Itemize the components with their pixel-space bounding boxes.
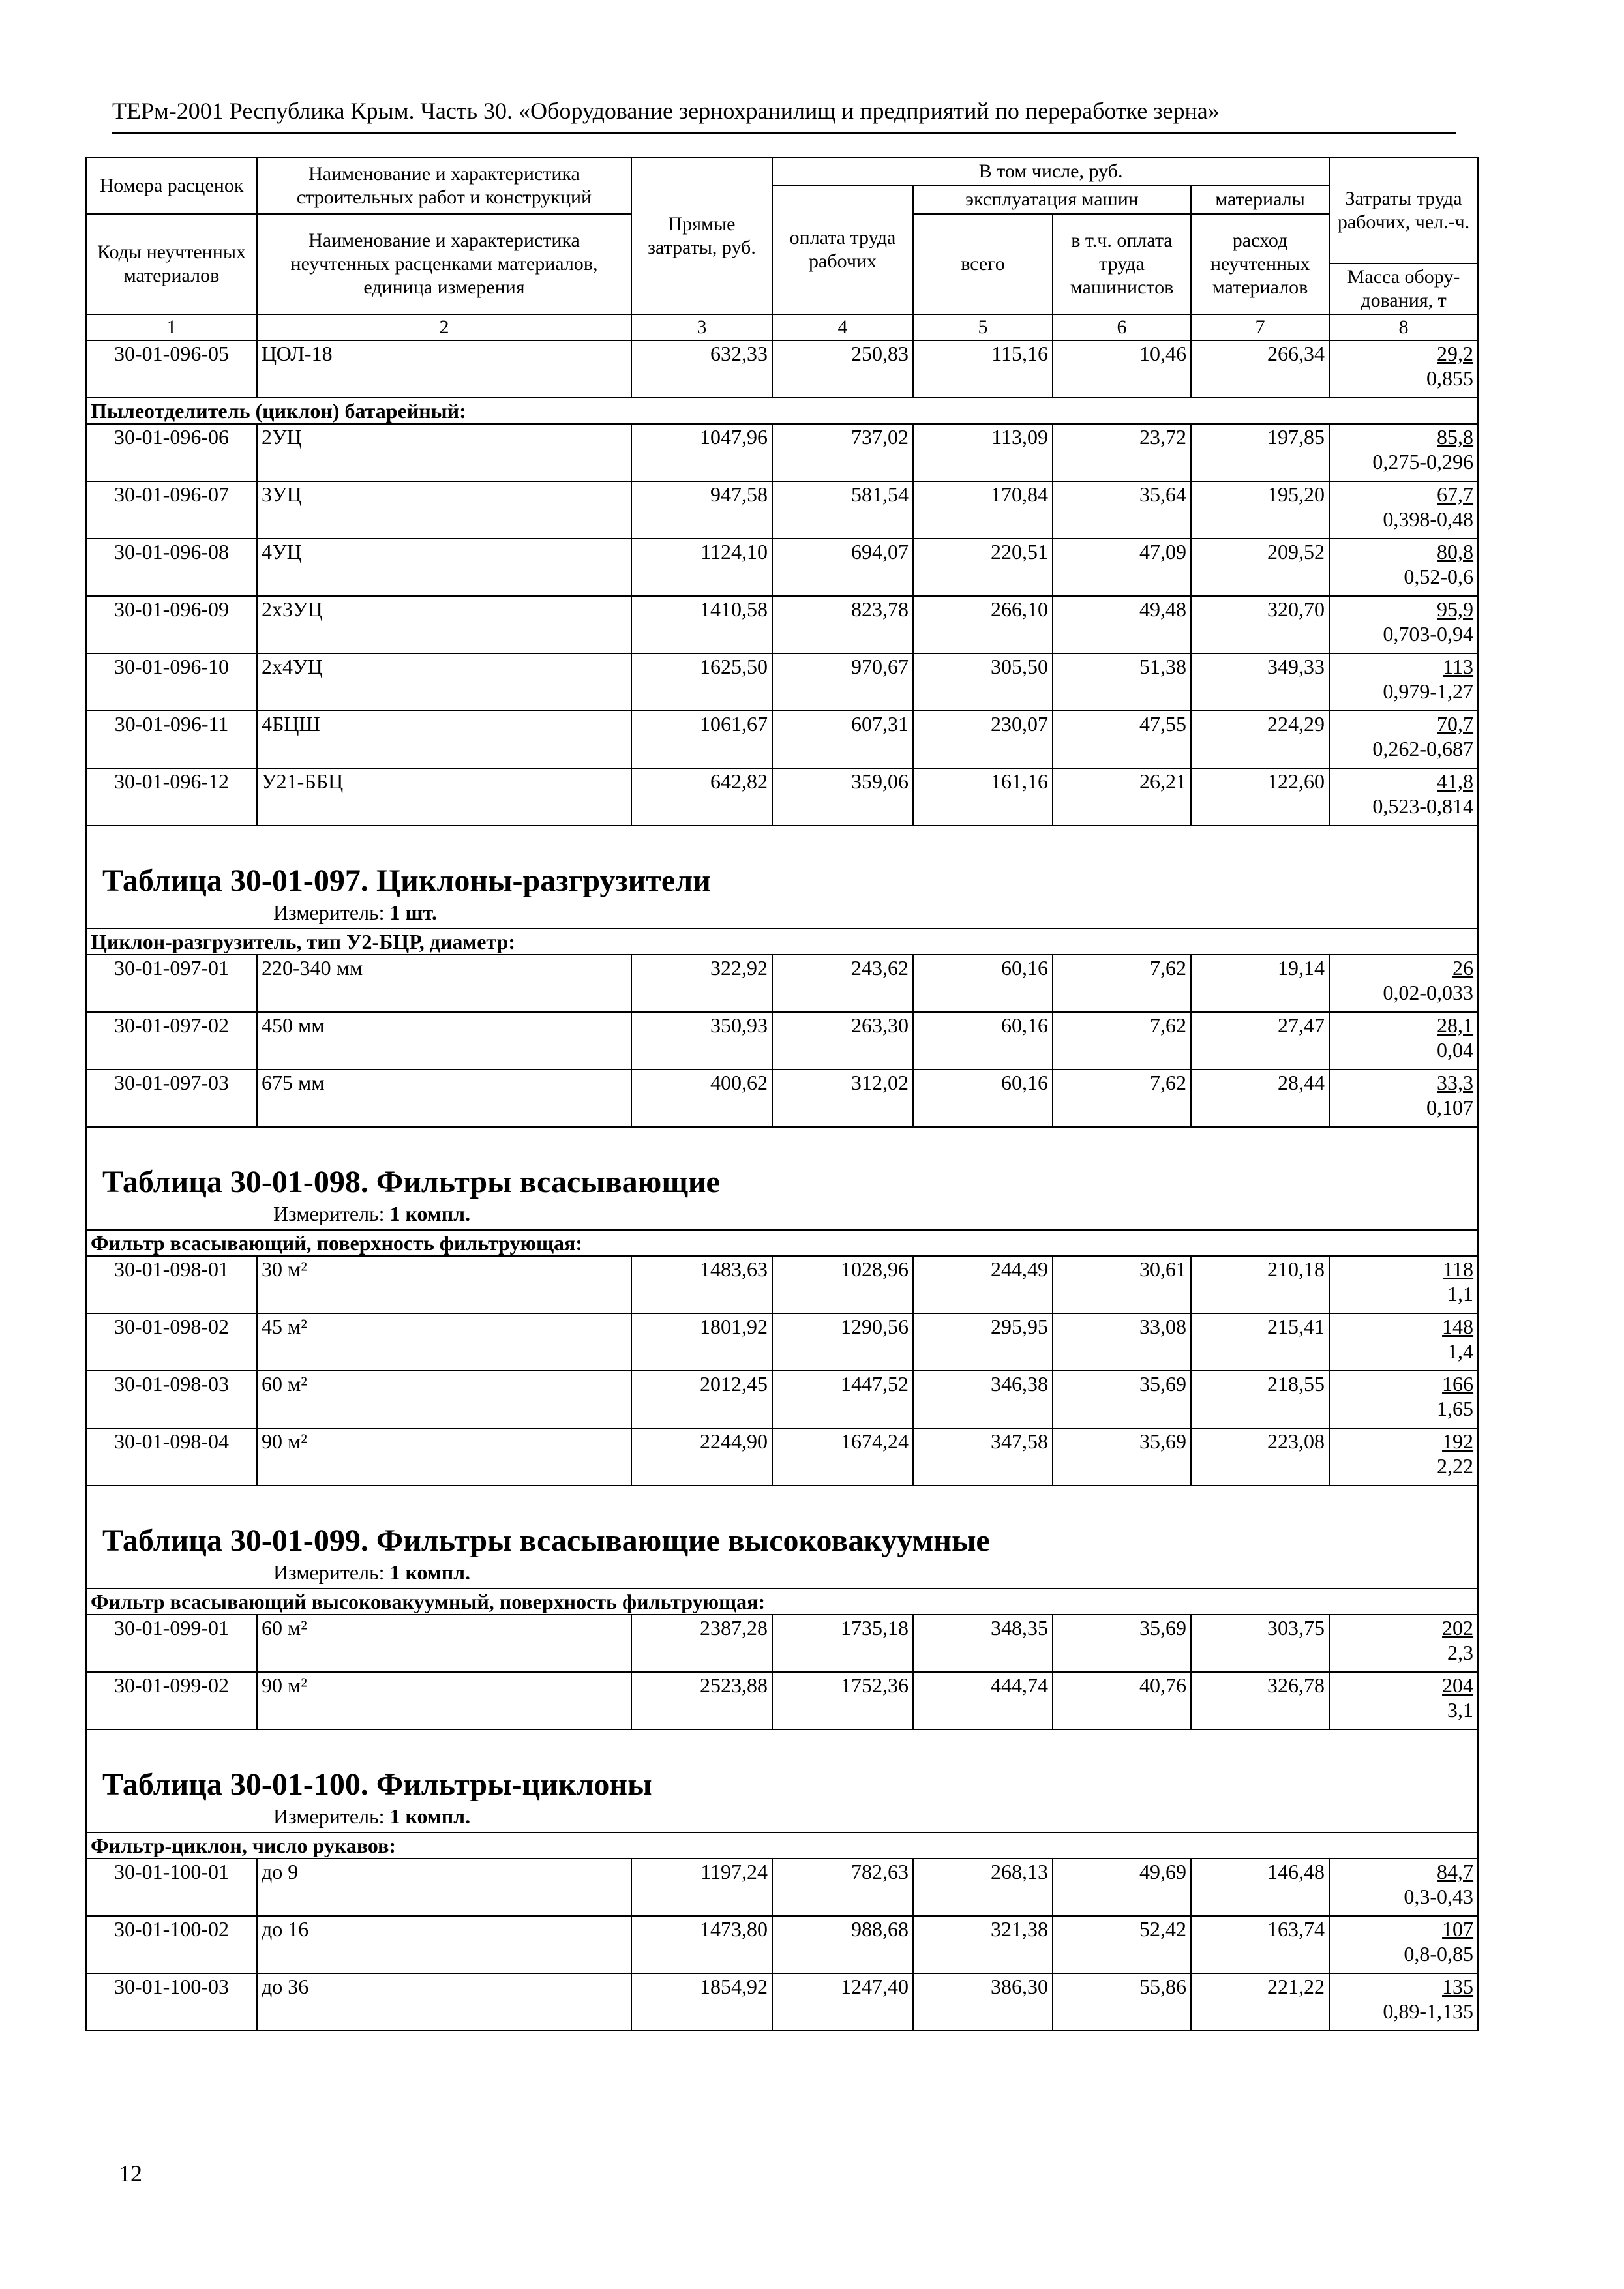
equipment-mass: 0,8-0,85 xyxy=(1404,1942,1474,1966)
value-mat: 122,60 xyxy=(1191,768,1329,826)
column-number: 6 xyxy=(1053,314,1191,340)
value-wages: 243,62 xyxy=(772,955,913,1012)
rate-code: 30-01-099-02 xyxy=(86,1672,257,1729)
rate-code: 30-01-096-07 xyxy=(86,481,257,539)
rate-code: 30-01-097-01 xyxy=(86,955,257,1012)
labor-hours: 28,1 xyxy=(1437,1013,1474,1037)
rate-code: 30-01-096-12 xyxy=(86,768,257,826)
value-wages: 250,83 xyxy=(772,340,913,398)
rate-code: 30-01-100-02 xyxy=(86,1916,257,1973)
table-title-cell xyxy=(86,1729,1478,1833)
rate-name: 2УЦ xyxy=(257,424,631,481)
value-wages: 1447,52 xyxy=(772,1371,913,1428)
value-mach: 386,30 xyxy=(913,1973,1053,2031)
header-col5: всего xyxy=(913,214,1053,314)
rate-name: 90 м² xyxy=(257,1428,631,1486)
labor-mass-cell xyxy=(1329,1672,1478,1729)
labor-hours: 166 xyxy=(1442,1372,1474,1396)
equipment-mass: 0,398-0,48 xyxy=(1383,507,1474,531)
rate-name: 2х4УЦ xyxy=(257,653,631,711)
value-wages: 581,54 xyxy=(772,481,913,539)
value-mat: 19,14 xyxy=(1191,955,1329,1012)
header-col4: оплата труда рабочих xyxy=(772,185,913,314)
labor-hours: 204 xyxy=(1442,1673,1474,1697)
labor-mass-cell xyxy=(1329,1256,1478,1313)
rate-code: 30-01-100-03 xyxy=(86,1973,257,2031)
header-machines: эксплуатация машин xyxy=(913,185,1191,214)
table-row xyxy=(86,1859,1478,1916)
value-direct: 1197,24 xyxy=(631,1859,772,1916)
rate-name: 3УЦ xyxy=(257,481,631,539)
labor-mass-cell xyxy=(1329,340,1478,398)
value-wages: 1290,56 xyxy=(772,1313,913,1371)
group-row xyxy=(86,1230,1478,1256)
equipment-mass: 0,107 xyxy=(1426,1096,1474,1119)
value-mach-wages: 7,62 xyxy=(1053,1012,1191,1070)
measure-unit: 1 компл. xyxy=(389,1804,471,1828)
table-row xyxy=(86,424,1478,481)
labor-mass-cell xyxy=(1329,768,1478,826)
equipment-mass: 0,262-0,687 xyxy=(1372,737,1474,760)
value-wages: 988,68 xyxy=(772,1916,913,1973)
column-number: 7 xyxy=(1191,314,1329,340)
rate-name: 30 м² xyxy=(257,1256,631,1313)
value-direct: 2387,28 xyxy=(631,1615,772,1672)
price-table xyxy=(85,157,1479,2031)
column-number: 8 xyxy=(1329,314,1478,340)
rate-name: 450 мм xyxy=(257,1012,631,1070)
table-row xyxy=(86,711,1478,768)
value-mach: 348,35 xyxy=(913,1615,1053,1672)
value-wages: 359,06 xyxy=(772,768,913,826)
value-mach-wages: 35,64 xyxy=(1053,481,1191,539)
page-header: ТЕРм-2001 Республика Крым. Часть 30. «Оборудование зернохранилищ и предприятий по переработке зерна» xyxy=(112,98,1220,124)
rate-code: 30-01-097-03 xyxy=(86,1070,257,1127)
value-direct: 632,33 xyxy=(631,340,772,398)
value-mach-wages: 49,69 xyxy=(1053,1859,1191,1916)
value-mach: 60,16 xyxy=(913,1012,1053,1070)
value-mach: 321,38 xyxy=(913,1916,1053,1973)
measure-unit: 1 компл. xyxy=(389,1202,471,1225)
measure-label: Измеритель: xyxy=(273,1561,385,1584)
table-row xyxy=(86,1973,1478,2031)
value-mat: 197,85 xyxy=(1191,424,1329,481)
table-row xyxy=(86,955,1478,1012)
value-mach-wages: 35,69 xyxy=(1053,1428,1191,1486)
value-mat: 223,08 xyxy=(1191,1428,1329,1486)
value-mach-wages: 10,46 xyxy=(1053,340,1191,398)
labor-mass-cell xyxy=(1329,1973,1478,2031)
labor-hours: 113 xyxy=(1443,655,1474,678)
labor-hours: 148 xyxy=(1442,1315,1474,1338)
value-direct: 1047,96 xyxy=(631,424,772,481)
rate-name: 4БЦШ xyxy=(257,711,631,768)
table-row xyxy=(86,768,1478,826)
labor-mass-cell xyxy=(1329,1313,1478,1371)
value-direct: 1483,63 xyxy=(631,1256,772,1313)
value-mach-wages: 47,55 xyxy=(1053,711,1191,768)
value-direct: 1854,92 xyxy=(631,1973,772,2031)
labor-hours: 135 xyxy=(1442,1975,1474,1998)
value-wages: 970,67 xyxy=(772,653,913,711)
value-mat: 266,34 xyxy=(1191,340,1329,398)
value-mach-wages: 7,62 xyxy=(1053,955,1191,1012)
labor-hours: 29,2 xyxy=(1437,342,1474,365)
value-mach-wages: 35,69 xyxy=(1053,1615,1191,1672)
header-materials: материалы xyxy=(1191,185,1329,214)
value-mach: 230,07 xyxy=(913,711,1053,768)
measure-label: Измеритель: xyxy=(273,1202,385,1225)
equipment-mass: 3,1 xyxy=(1447,1698,1474,1722)
table-title-cell xyxy=(86,1486,1478,1589)
group-title: Пылеотделитель (циклон) батарейный: xyxy=(86,398,1478,424)
labor-mass-cell xyxy=(1329,481,1478,539)
equipment-mass: 0,855 xyxy=(1426,367,1474,390)
labor-hours: 202 xyxy=(1442,1616,1474,1639)
value-mach: 113,09 xyxy=(913,424,1053,481)
value-mat: 210,18 xyxy=(1191,1256,1329,1313)
value-direct: 1801,92 xyxy=(631,1313,772,1371)
labor-hours: 95,9 xyxy=(1437,597,1474,621)
measure-line xyxy=(91,899,1473,928)
equipment-mass: 0,04 xyxy=(1437,1038,1474,1062)
rate-code: 30-01-096-09 xyxy=(86,596,257,653)
value-mach: 268,13 xyxy=(913,1859,1053,1916)
labor-hours: 118 xyxy=(1443,1257,1474,1281)
table-title-row xyxy=(86,826,1478,929)
value-wages: 694,07 xyxy=(772,539,913,596)
value-mach: 347,58 xyxy=(913,1428,1053,1486)
table-row xyxy=(86,481,1478,539)
group-title: Фильтр всасывающий высоковакуумный, поверхность фильтрующая: xyxy=(86,1589,1478,1615)
table-row xyxy=(86,653,1478,711)
value-wages: 607,31 xyxy=(772,711,913,768)
value-mach: 115,16 xyxy=(913,340,1053,398)
table-row xyxy=(86,340,1478,398)
value-mat: 326,78 xyxy=(1191,1672,1329,1729)
labor-hours: 80,8 xyxy=(1437,540,1474,563)
measure-unit: 1 шт. xyxy=(389,901,437,924)
group-title: Фильтр-циклон, число рукавов: xyxy=(86,1833,1478,1859)
value-mat: 349,33 xyxy=(1191,653,1329,711)
equipment-mass: 0,3-0,43 xyxy=(1404,1885,1474,1908)
value-direct: 1625,50 xyxy=(631,653,772,711)
rate-name: 4УЦ xyxy=(257,539,631,596)
equipment-mass: 1,65 xyxy=(1437,1397,1474,1420)
value-mach-wages: 52,42 xyxy=(1053,1916,1191,1973)
labor-hours: 41,8 xyxy=(1437,770,1474,793)
rate-name: 45 м² xyxy=(257,1313,631,1371)
value-direct: 350,93 xyxy=(631,1012,772,1070)
table-title-row xyxy=(86,1127,1478,1230)
rate-name: У21-ББЦ xyxy=(257,768,631,826)
group-row xyxy=(86,398,1478,424)
measure-line xyxy=(91,1201,1473,1229)
value-mach-wages: 7,62 xyxy=(1053,1070,1191,1127)
labor-mass-cell xyxy=(1329,596,1478,653)
rate-name: 60 м² xyxy=(257,1615,631,1672)
value-mach-wages: 49,48 xyxy=(1053,596,1191,653)
rate-name: 60 м² xyxy=(257,1371,631,1428)
header-col7: расход неучтенных материалов xyxy=(1191,214,1329,314)
equipment-mass: 0,275-0,296 xyxy=(1372,450,1474,473)
value-mach-wages: 40,76 xyxy=(1053,1672,1191,1729)
table-title: Таблица 30-01-097. Циклоны-разгрузители xyxy=(102,863,711,898)
table-row xyxy=(86,1371,1478,1428)
value-direct: 2012,45 xyxy=(631,1371,772,1428)
rate-code: 30-01-099-01 xyxy=(86,1615,257,1672)
column-number: 3 xyxy=(631,314,772,340)
value-mach-wages: 35,69 xyxy=(1053,1371,1191,1428)
value-mat: 209,52 xyxy=(1191,539,1329,596)
labor-mass-cell xyxy=(1329,1012,1478,1070)
value-wages: 1752,36 xyxy=(772,1672,913,1729)
value-wages: 263,30 xyxy=(772,1012,913,1070)
column-number: 5 xyxy=(913,314,1053,340)
value-mat: 195,20 xyxy=(1191,481,1329,539)
rate-code: 30-01-096-06 xyxy=(86,424,257,481)
rate-name: 220-340 мм xyxy=(257,955,631,1012)
value-mach: 266,10 xyxy=(913,596,1053,653)
labor-hours: 33,3 xyxy=(1437,1071,1474,1094)
value-mat: 27,47 xyxy=(1191,1012,1329,1070)
table-row xyxy=(86,596,1478,653)
measure-label: Измеритель: xyxy=(273,901,385,924)
labor-mass-cell xyxy=(1329,1859,1478,1916)
header-incl: В том числе, руб. xyxy=(772,158,1329,185)
equipment-mass: 0,52-0,6 xyxy=(1404,565,1474,588)
value-mat: 224,29 xyxy=(1191,711,1329,768)
labor-mass-cell xyxy=(1329,1428,1478,1486)
value-mach-wages: 55,86 xyxy=(1053,1973,1191,2031)
value-wages: 1674,24 xyxy=(772,1428,913,1486)
group-row xyxy=(86,1833,1478,1859)
table-title: Таблица 30-01-099. Фильтры всасывающие высоковакуумные xyxy=(102,1523,990,1558)
measure-line xyxy=(91,1559,1473,1588)
header-col8-top: Затраты труда рабочих, чел.-ч. xyxy=(1329,158,1478,263)
labor-hours: 85,8 xyxy=(1437,425,1474,449)
header-col1-top: Номера расценок xyxy=(86,158,257,214)
value-direct: 2244,90 xyxy=(631,1428,772,1486)
rate-code: 30-01-100-01 xyxy=(86,1859,257,1916)
column-number: 1 xyxy=(86,314,257,340)
measure-line xyxy=(91,1803,1473,1832)
labor-hours: 67,7 xyxy=(1437,483,1474,506)
header-col2-top: Наименование и характеристика строительных работ и конструкций xyxy=(257,158,631,214)
value-direct: 1473,80 xyxy=(631,1916,772,1973)
value-mach: 161,16 xyxy=(913,768,1053,826)
header-col8-bottom: Масса обору-дования, т xyxy=(1329,263,1478,314)
table-row xyxy=(86,1012,1478,1070)
value-mat: 221,22 xyxy=(1191,1973,1329,2031)
group-title: Циклон-разгрузитель, тип У2-БЦР, диаметр: xyxy=(86,929,1478,955)
value-direct: 322,92 xyxy=(631,955,772,1012)
table-title-row xyxy=(86,1729,1478,1833)
value-mach-wages: 26,21 xyxy=(1053,768,1191,826)
measure-label: Измеритель: xyxy=(273,1804,385,1828)
value-mach: 244,49 xyxy=(913,1256,1053,1313)
value-mat: 218,55 xyxy=(1191,1371,1329,1428)
labor-mass-cell xyxy=(1329,539,1478,596)
value-mach-wages: 33,08 xyxy=(1053,1313,1191,1371)
value-mach: 346,38 xyxy=(913,1371,1053,1428)
rate-name: 675 мм xyxy=(257,1070,631,1127)
rate-name: ЦОЛ-18 xyxy=(257,340,631,398)
labor-hours: 107 xyxy=(1442,1917,1474,1941)
value-mat: 146,48 xyxy=(1191,1859,1329,1916)
header-col3: Прямые затраты, руб. xyxy=(631,158,772,314)
labor-mass-cell xyxy=(1329,1615,1478,1672)
labor-mass-cell xyxy=(1329,711,1478,768)
table-title: Таблица 30-01-098. Фильтры всасывающие xyxy=(102,1165,720,1199)
labor-mass-cell xyxy=(1329,424,1478,481)
value-direct: 1410,58 xyxy=(631,596,772,653)
value-mach: 60,16 xyxy=(913,1070,1053,1127)
header-col6: в т.ч. оплата труда машинистов xyxy=(1053,214,1191,314)
header-col1-bottom: Коды неучтенных материалов xyxy=(86,214,257,314)
value-wages: 312,02 xyxy=(772,1070,913,1127)
equipment-mass: 1,4 xyxy=(1447,1339,1474,1363)
rate-name: до 36 xyxy=(257,1973,631,2031)
value-direct: 1124,10 xyxy=(631,539,772,596)
value-mach: 305,50 xyxy=(913,653,1053,711)
equipment-mass: 0,703-0,94 xyxy=(1383,622,1474,646)
value-mach: 170,84 xyxy=(913,481,1053,539)
labor-hours: 84,7 xyxy=(1437,1860,1474,1883)
table-row xyxy=(86,1615,1478,1672)
rate-code: 30-01-096-10 xyxy=(86,653,257,711)
value-wages: 1247,40 xyxy=(772,1973,913,2031)
table-title-cell xyxy=(86,826,1478,929)
equipment-mass: 0,523-0,814 xyxy=(1372,794,1474,818)
value-direct: 642,82 xyxy=(631,768,772,826)
rate-code: 30-01-098-01 xyxy=(86,1256,257,1313)
header-rule xyxy=(112,132,1456,134)
labor-hours: 70,7 xyxy=(1437,712,1474,736)
labor-hours: 192 xyxy=(1442,1429,1474,1453)
table-title-cell xyxy=(86,1127,1478,1230)
column-number: 2 xyxy=(257,314,631,340)
value-direct: 947,58 xyxy=(631,481,772,539)
rate-code: 30-01-098-04 xyxy=(86,1428,257,1486)
value-wages: 737,02 xyxy=(772,424,913,481)
rate-name: 90 м² xyxy=(257,1672,631,1729)
labor-mass-cell xyxy=(1329,1916,1478,1973)
value-wages: 782,63 xyxy=(772,1859,913,1916)
header-col2-bottom: Наименование и характеристика неучтенных расценками материалов, единица измерения xyxy=(257,214,631,314)
table-title: Таблица 30-01-100. Фильтры-циклоны xyxy=(102,1767,652,1802)
equipment-mass: 2,22 xyxy=(1437,1454,1474,1478)
rate-code: 30-01-096-11 xyxy=(86,711,257,768)
table-row xyxy=(86,1428,1478,1486)
value-mat: 320,70 xyxy=(1191,596,1329,653)
table-row xyxy=(86,1916,1478,1973)
value-wages: 823,78 xyxy=(772,596,913,653)
group-title: Фильтр всасывающий, поверхность фильтрующая: xyxy=(86,1230,1478,1256)
value-mat: 215,41 xyxy=(1191,1313,1329,1371)
rate-code: 30-01-096-08 xyxy=(86,539,257,596)
group-row xyxy=(86,1589,1478,1615)
value-mach-wages: 51,38 xyxy=(1053,653,1191,711)
equipment-mass: 1,1 xyxy=(1447,1282,1474,1306)
table-row xyxy=(86,1256,1478,1313)
equipment-mass: 0,89-1,135 xyxy=(1383,1999,1474,2023)
value-wages: 1735,18 xyxy=(772,1615,913,1672)
rate-name: 2х3УЦ xyxy=(257,596,631,653)
column-number: 4 xyxy=(772,314,913,340)
rate-name: до 16 xyxy=(257,1916,631,1973)
group-row xyxy=(86,929,1478,955)
value-mach: 220,51 xyxy=(913,539,1053,596)
value-mat: 28,44 xyxy=(1191,1070,1329,1127)
value-mach: 60,16 xyxy=(913,955,1053,1012)
table-title-row xyxy=(86,1486,1478,1589)
value-mach-wages: 47,09 xyxy=(1053,539,1191,596)
equipment-mass: 2,3 xyxy=(1447,1641,1474,1664)
table-row xyxy=(86,1672,1478,1729)
value-direct: 1061,67 xyxy=(631,711,772,768)
value-direct: 400,62 xyxy=(631,1070,772,1127)
labor-mass-cell xyxy=(1329,955,1478,1012)
table-row xyxy=(86,539,1478,596)
table-row xyxy=(86,1070,1478,1127)
table-row xyxy=(86,1313,1478,1371)
equipment-mass: 0,02-0,033 xyxy=(1383,981,1474,1004)
equipment-mass: 0,979-1,27 xyxy=(1383,680,1474,703)
rate-code: 30-01-097-02 xyxy=(86,1012,257,1070)
measure-unit: 1 компл. xyxy=(389,1561,471,1584)
value-mach: 444,74 xyxy=(913,1672,1053,1729)
value-mach-wages: 23,72 xyxy=(1053,424,1191,481)
value-mat: 163,74 xyxy=(1191,1916,1329,1973)
labor-mass-cell xyxy=(1329,1371,1478,1428)
rate-name: до 9 xyxy=(257,1859,631,1916)
value-direct: 2523,88 xyxy=(631,1672,772,1729)
value-mat: 303,75 xyxy=(1191,1615,1329,1672)
value-mach-wages: 30,61 xyxy=(1053,1256,1191,1313)
rate-code: 30-01-098-02 xyxy=(86,1313,257,1371)
page-number: 12 xyxy=(119,2161,142,2187)
labor-mass-cell xyxy=(1329,1070,1478,1127)
labor-hours: 26 xyxy=(1452,956,1474,980)
value-mach: 295,95 xyxy=(913,1313,1053,1371)
value-wages: 1028,96 xyxy=(772,1256,913,1313)
labor-mass-cell xyxy=(1329,653,1478,711)
rate-code: 30-01-098-03 xyxy=(86,1371,257,1428)
rate-code: 30-01-096-05 xyxy=(86,340,257,398)
